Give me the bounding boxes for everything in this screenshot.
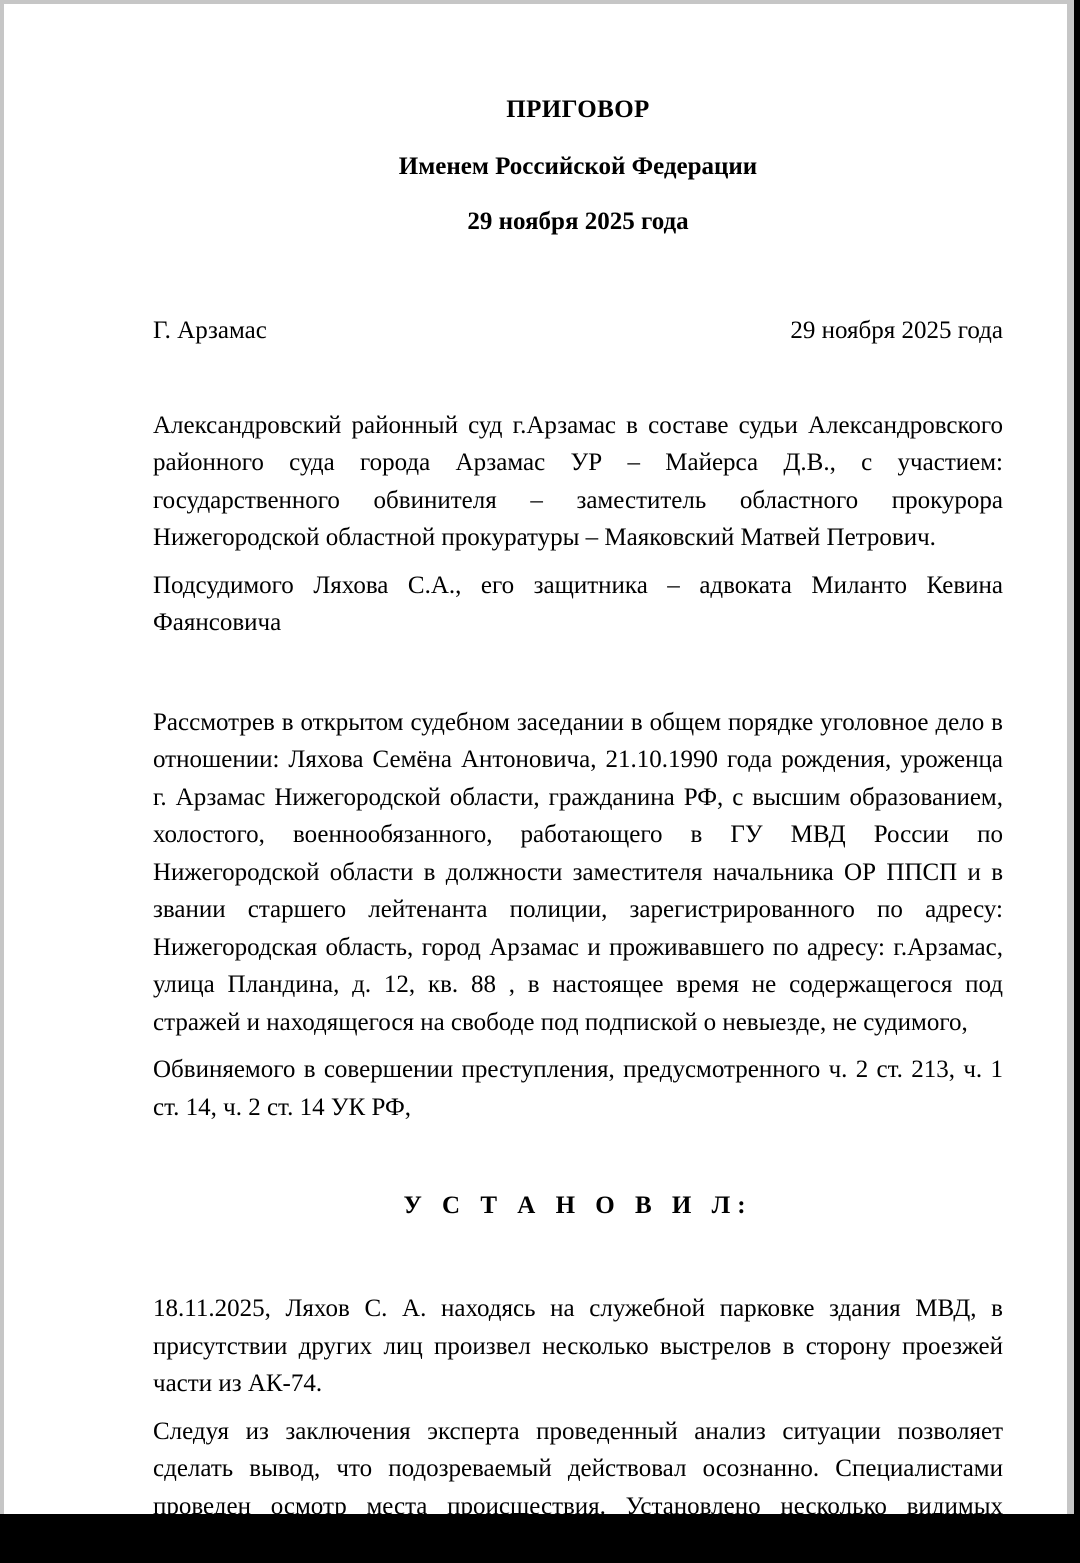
verdict-section-heading: У С Т А Н О В И Л: bbox=[403, 1192, 753, 1219]
date-label: 29 ноября 2025 года bbox=[790, 316, 1003, 344]
place-date-row bbox=[153, 317, 1003, 345]
charges-paragraph: Обвиняемого в совершении преступления, предусмотренного ч. 2 ст. 213, ч. 1 ст. 14, ч. 2 ст. 14 УК РФ, bbox=[153, 1056, 1003, 1121]
spacer-before-defendant-paragraph bbox=[153, 642, 1003, 704]
document-body bbox=[153, 4, 1003, 1563]
court-composition-paragraph: Александровский районный суд г.Арзамас в составе судьи Александровского районного суда города Арзамас УР – Майерса Д.В., с участием: государственного обвинителя – заместитель областного прокурора Нижегородской областной прокуратуры – Маяковский Матвей Петрович. bbox=[153, 411, 1003, 551]
place-label: Г. Арзамас bbox=[153, 316, 267, 344]
incident-description-paragraph: 18.11.2025, Ляхов С. А. находясь на служебной парковке здания МВД, в присутствии других лиц произвел несколько выстрелов в сторону проезжей части из АК-74. bbox=[153, 1295, 1003, 1397]
spacer-before-court-paragraph bbox=[153, 345, 1003, 407]
document-title: ПРИГОВОР bbox=[506, 96, 650, 123]
defendant-details-paragraph: Рассмотрев в открытом судебном заседании в общем порядке уголовное дело в отношении: Ляхова Семёна Антоновича, 21.10.1990 года рождения, уроженца г. Арзамас Нижегородской области, гражданина РФ, с высшим образованием, холостого, военнообязанного, работающего в ГУ МВД России по Нижегородской области в должности заместителя начальника ОР ППСП и в звании старшего лейтенанта полиции, зарегистрированного по адресу: Нижегородская область, город Арзамас и проживавшего по адресу: г.Арзамас, улица Пландина, д. 12, кв. 88 , в настоящее время не содержащегося под стражей и находящегося на свободе под подпиской о невыезде, не судимого, bbox=[153, 708, 1003, 1036]
defense-paragraph: Подсудимого Ляхова С.А., его защитника – адвоката Миланто Кевина Фаянсовича bbox=[153, 571, 1003, 636]
expert-findings-paragraph: Следуя из заключения эксперта проведенный анализ ситуации позволяет сделать вывод, что подозреваемый действовал осознанно. Специалистами проведен осмотр места происшествия. Установлено несколько видимых повреждений асфальта от пуль, а также зафиксировано наличие гильз на месте. bbox=[153, 1417, 1003, 1557]
document-date-centered: 29 ноября 2025 года bbox=[467, 208, 689, 235]
document-subtitle: Именем Российской Федерации bbox=[398, 152, 758, 180]
title-block bbox=[153, 4, 1003, 236]
